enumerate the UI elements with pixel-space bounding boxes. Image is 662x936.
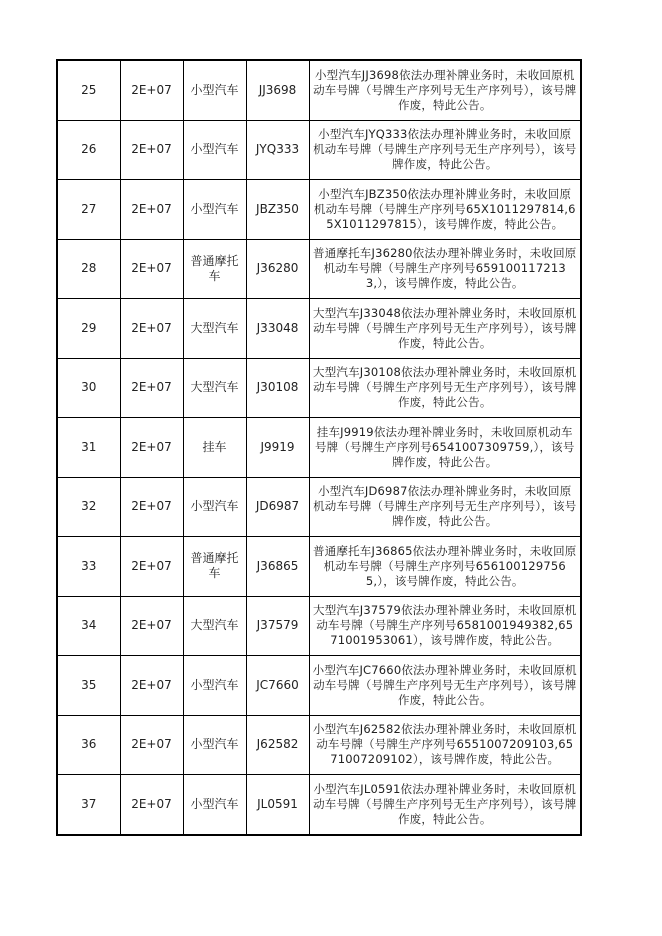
plate-number-cell[interactable]: J30108 — [246, 358, 309, 418]
plate-number-cell[interactable]: JBZ350 — [246, 180, 309, 240]
row-number-cell[interactable]: 32 — [57, 477, 120, 537]
id-cell[interactable]: 2E+07 — [120, 418, 183, 478]
row-number-cell[interactable]: 29 — [57, 299, 120, 359]
notice-text-cell[interactable]: 小型汽车JJ3698依法办理补牌业务时，未收回原机动车号牌（号牌生产序列号无生产序列号），该号牌作废，特此公告。 — [309, 60, 581, 120]
table-row — [57, 180, 581, 240]
notice-text-cell[interactable]: 小型汽车JC7660依法办理补牌业务时，未收回原机动车号牌（号牌生产序列号无生产序列号），该号牌作废，特此公告。 — [309, 656, 581, 716]
notice-text-cell[interactable]: 普通摩托车J36865依法办理补牌业务时，未收回原机动车号牌（号牌生产序列号6561001297565,），该号牌作废，特此公告。 — [309, 537, 581, 597]
row-number-cell[interactable]: 35 — [57, 656, 120, 716]
plate-number-cell[interactable]: J36865 — [246, 537, 309, 597]
table-row — [57, 537, 581, 597]
vehicle-type-cell[interactable]: 小型汽车 — [183, 477, 246, 537]
row-number-cell[interactable]: 33 — [57, 537, 120, 597]
id-cell[interactable]: 2E+07 — [120, 358, 183, 418]
plate-number-cell[interactable]: JD6987 — [246, 477, 309, 537]
vehicle-type-cell[interactable]: 普通摩托车 — [183, 239, 246, 299]
table-row — [57, 596, 581, 656]
row-number-cell[interactable]: 34 — [57, 596, 120, 656]
notice-text-cell[interactable]: 小型汽车JL0591依法办理补牌业务时，未收回原机动车号牌（号牌生产序列号无生产序列号），该号牌作废，特此公告。 — [309, 775, 581, 835]
row-number-cell[interactable]: 37 — [57, 775, 120, 835]
vehicle-type-cell[interactable]: 小型汽车 — [183, 180, 246, 240]
table-row — [57, 60, 581, 120]
row-number-cell[interactable]: 27 — [57, 180, 120, 240]
plate-number-cell[interactable]: JYQ333 — [246, 120, 309, 180]
vehicle-type-cell[interactable]: 大型汽车 — [183, 299, 246, 359]
plate-number-cell[interactable]: J36280 — [246, 239, 309, 299]
plate-number-cell[interactable]: JL0591 — [246, 775, 309, 835]
notice-text-cell[interactable]: 普通摩托车J36280依法办理补牌业务时，未收回原机动车号牌（号牌生产序列号6591001172133,），该号牌作废，特此公告。 — [309, 239, 581, 299]
id-cell[interactable]: 2E+07 — [120, 656, 183, 716]
table-row — [57, 775, 581, 835]
row-number-cell[interactable]: 25 — [57, 60, 120, 120]
id-cell[interactable]: 2E+07 — [120, 775, 183, 835]
table-row — [57, 239, 581, 299]
notice-text-cell[interactable]: 大型汽车J33048依法办理补牌业务时，未收回原机动车号牌（号牌生产序列号无生产序列号），该号牌作废，特此公告。 — [309, 299, 581, 359]
notice-text-cell[interactable]: 小型汽车JBZ350依法办理补牌业务时，未收回原机动车号牌（号牌生产序列号65X1011297814,65X1011297815），该号牌作废，特此公告。 — [309, 180, 581, 240]
id-cell[interactable]: 2E+07 — [120, 180, 183, 240]
id-cell[interactable]: 2E+07 — [120, 477, 183, 537]
table-row — [57, 120, 581, 180]
vehicle-type-cell[interactable]: 小型汽车 — [183, 656, 246, 716]
vehicle-type-cell[interactable]: 大型汽车 — [183, 596, 246, 656]
row-number-cell[interactable]: 26 — [57, 120, 120, 180]
table-row — [57, 418, 581, 478]
table-row — [57, 299, 581, 359]
plate-number-cell[interactable]: J33048 — [246, 299, 309, 359]
plate-number-cell[interactable]: JJ3698 — [246, 60, 309, 120]
id-cell[interactable]: 2E+07 — [120, 60, 183, 120]
plate-number-cell[interactable]: J37579 — [246, 596, 309, 656]
id-cell[interactable]: 2E+07 — [120, 537, 183, 597]
vehicle-type-cell[interactable]: 大型汽车 — [183, 358, 246, 418]
vehicle-type-cell[interactable]: 小型汽车 — [183, 120, 246, 180]
table-row — [57, 358, 581, 418]
table-body — [57, 60, 581, 835]
notice-text-cell[interactable]: 小型汽车J62582依法办理补牌业务时，未收回原机动车号牌（号牌生产序列号6551007209103,6571007209102），该号牌作废，特此公告。 — [309, 715, 581, 775]
notice-text-cell[interactable]: 挂车J9919依法办理补牌业务时，未收回原机动车号牌（号牌生产序列号6541007309759,），该号牌作废，特此公告。 — [309, 418, 581, 478]
vehicle-type-cell[interactable]: 小型汽车 — [183, 60, 246, 120]
plate-number-cell[interactable]: J62582 — [246, 715, 309, 775]
id-cell[interactable]: 2E+07 — [120, 239, 183, 299]
vehicle-type-cell[interactable]: 小型汽车 — [183, 715, 246, 775]
table-row — [57, 715, 581, 775]
notice-text-cell[interactable]: 大型汽车J30108依法办理补牌业务时，未收回原机动车号牌（号牌生产序列号无生产序列号），该号牌作废，特此公告。 — [309, 358, 581, 418]
row-number-cell[interactable]: 36 — [57, 715, 120, 775]
vehicle-type-cell[interactable]: 普通摩托车 — [183, 537, 246, 597]
row-number-cell[interactable]: 28 — [57, 239, 120, 299]
id-cell[interactable]: 2E+07 — [120, 120, 183, 180]
table-row — [57, 656, 581, 716]
announcement-table — [56, 59, 582, 836]
notice-text-cell[interactable]: 大型汽车J37579依法办理补牌业务时，未收回原机动车号牌（号牌生产序列号6581001949382,6571001953061），该号牌作废，特此公告。 — [309, 596, 581, 656]
id-cell[interactable]: 2E+07 — [120, 715, 183, 775]
id-cell[interactable]: 2E+07 — [120, 299, 183, 359]
plate-number-cell[interactable]: JC7660 — [246, 656, 309, 716]
notice-text-cell[interactable]: 小型汽车JYQ333依法办理补牌业务时，未收回原机动车号牌（号牌生产序列号无生产序列号），该号牌作废，特此公告。 — [309, 120, 581, 180]
notice-text-cell[interactable]: 小型汽车JD6987依法办理补牌业务时，未收回原机动车号牌（号牌生产序列号无生产序列号），该号牌作废，特此公告。 — [309, 477, 581, 537]
row-number-cell[interactable]: 31 — [57, 418, 120, 478]
table-row — [57, 477, 581, 537]
vehicle-type-cell[interactable]: 挂车 — [183, 418, 246, 478]
row-number-cell[interactable]: 30 — [57, 358, 120, 418]
id-cell[interactable]: 2E+07 — [120, 596, 183, 656]
vehicle-type-cell[interactable]: 小型汽车 — [183, 775, 246, 835]
plate-number-cell[interactable]: J9919 — [246, 418, 309, 478]
